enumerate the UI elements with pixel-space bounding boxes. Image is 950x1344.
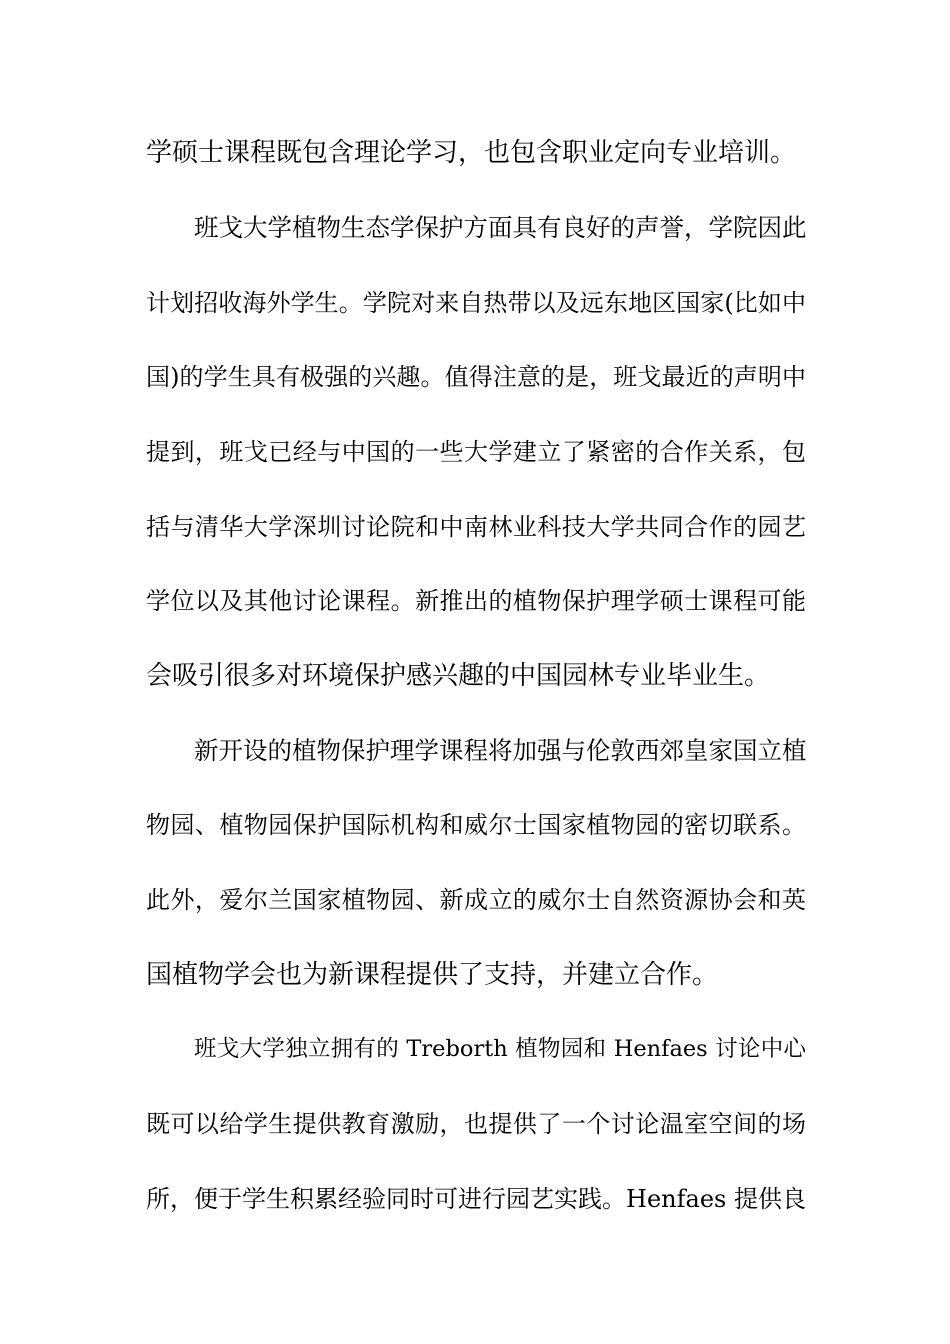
text-line-15: 所，便于学生积累经验同时可进行园艺实践。Henfaes 提供良 <box>146 1185 806 1213</box>
text-line-8: 会吸引很多对环境保护感兴趣的中国园林专业毕业生。 <box>146 661 771 691</box>
text-line-3: 计划招收海外学生。学院对来自热带以及远东地区国家(比如中 <box>146 289 806 317</box>
text-line-13: 班戈大学独立拥有的 Treborth 植物园和 Henfaes 讨论中心 <box>194 1036 806 1062</box>
text-line-14: 既可以给学生提供教育激励，也提供了一个讨论温室空间的场 <box>146 1110 806 1138</box>
text-line-12: 国植物学会也为新课程提供了支持，并建立合作。 <box>146 960 719 990</box>
text-line-10: 物园、植物园保护国际机构和威尔士国家植物园的密切联系。 <box>146 811 806 839</box>
text-line-4: 国)的学生具有极强的兴趣。值得注意的是，班戈最近的声明中 <box>146 363 806 391</box>
text-line-6: 括与清华大学深圳讨论院和中南林业科技大学共同合作的园艺 <box>146 513 806 541</box>
text-line-11: 此外，爱尔兰国家植物园、新成立的威尔士自然资源协会和英 <box>146 886 806 914</box>
text-line-5: 提到，班戈已经与中国的一些大学建立了紧密的合作关系，包 <box>146 438 806 466</box>
text-line-9: 新开设的植物保护理学课程将加强与伦敦西郊皇家国立植 <box>194 736 807 765</box>
text-line-2: 班戈大学植物生态学保护方面具有良好的声誉，学院因此 <box>194 213 807 242</box>
text-line-1: 学硕士课程既包含理论学习，也包含职业定向专业培训。 <box>146 138 797 168</box>
text-line-7: 学位以及其他讨论课程。新推出的植物保护理学硕士课程可能 <box>146 587 806 615</box>
